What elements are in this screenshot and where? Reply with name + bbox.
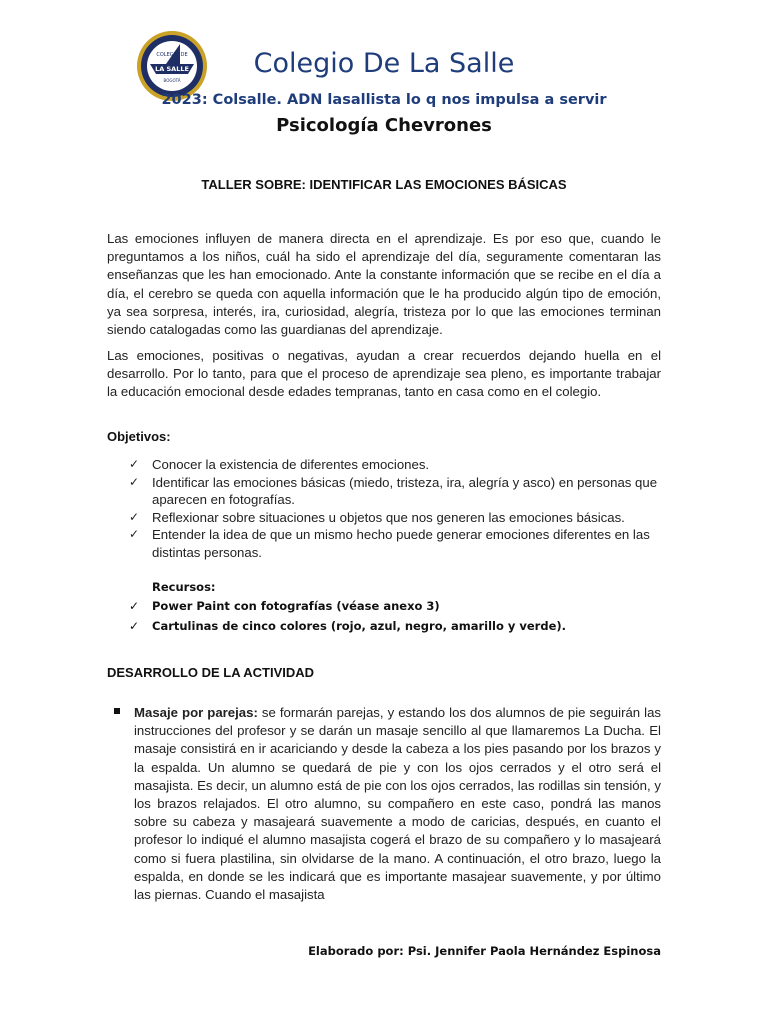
logo-text-main: LA SALLE	[155, 65, 189, 73]
list-item: ✓ Entender la idea de que un mismo hecho puede generar emociones diferentes en las distintas personas.	[129, 527, 650, 560]
objectives-list	[107, 456, 661, 561]
check-icon: ✓	[129, 509, 140, 524]
activity-description	[134, 704, 661, 904]
list-item: ✓ Power Paint con fotografías (véase anexo 3)	[107, 597, 661, 617]
check-icon: ✓	[129, 457, 140, 471]
check-icon: ✓	[129, 527, 140, 541]
list-item: ✓ Identificar las emociones básicas (miedo, tristeza, ira, alegría y asco) en personas que aparecen en fotografías.	[129, 474, 658, 507]
objectives-heading: Objetivos:	[107, 429, 171, 444]
school-motto: 2023: Colsalle. ADN lasallista lo q nos impulsa a servir	[161, 92, 607, 108]
check-icon: ✓	[129, 474, 140, 489]
check-icon: ✓	[129, 618, 140, 633]
activity-heading: DESARROLLO DE LA ACTIVIDAD	[107, 665, 315, 680]
list-item: ✓ Conocer la existencia de diferentes emociones.	[129, 457, 430, 472]
activity-item-text: se formarán parejas, y estando los dos alumnos de pie seguirán las instrucciones del profesor y se darán un masaje sencillo al que llamaremos La Ducha. El masaje consistirá en ir acariciando y desde la cabeza a los pies pasando por los brazos y la espalda. Un alumno se quedará de pie y con los ojos cerrados y el otro será el masajista. Es decir, un alumno está de pie con los ojos cerrados, las rodillas sin tensión, y los brazos relajados. El otro alumno, su compañero en este caso, pondrá las manos sobre su cabeza y masajeará suavemente a modo de caricias, después, en cuanto el profesor lo indiqué el alumno masajista cogerá el brazo de su compañero y lo masajeará como si fuera plastilina, sin olvidarse de la mano. A continuación, el otro brazo, luego la espalda, en donde se les indicará que es importante masajear suavemente, y por último las piernas. Cuando el masajista	[134, 705, 662, 903]
check-icon: ✓	[129, 599, 140, 613]
department-title: Psicología Chevrones	[276, 115, 492, 136]
author-footer: Elaborado por: Psi. Jennifer Paola Hernández Espinosa	[308, 944, 661, 958]
second-paragraph: Las emociones, positivas o negativas, ayudan a crear recuerdos dejando huella en el desarrollo. Por lo tanto, para que el proceso de aprendizaje sea pleno, es importante trabajar la educación emocional desde edades tempranas, tanto en casa como en el colegio.	[107, 348, 661, 400]
list-item: ✓ Reflexionar sobre situaciones u objetos que nos generen las emociones básicas.	[129, 509, 625, 525]
list-item: ✓ Cartulinas de cinco colores (rojo, azul, negro, amarillo y verde).	[107, 617, 661, 637]
logo-text-top: COLEGIO DE	[156, 52, 188, 58]
intro-paragraph: Las emociones influyen de manera directa en el aprendizaje. Es por eso que, cuando le preguntamos a los niños, cuál ha sido el aprendizaje del día, seguramente comentaran las enseñanzas que les han emocionado. Ante la constante información que se recibe en el día a día, el cerebro se queda con aquella información que le ha producido algún tipo de emoción, ya sea sorpresa, interés, ira, curiosidad, alegría, tristeza por lo que las emociones terminan siendo catalogadas como las guardianas del aprendizaje.	[107, 231, 661, 338]
square-bullet-icon	[114, 708, 120, 714]
workshop-title: TALLER SOBRE: IDENTIFICAR LAS EMOCIONES BÁSICAS	[201, 177, 567, 192]
logo-text-city: BOGOTÁ	[163, 78, 181, 83]
resources-list	[107, 597, 661, 636]
activity-item-title: Masaje por parejas:	[134, 705, 258, 720]
resources-heading: Recursos:	[152, 580, 216, 594]
school-name: Colegio De La Salle	[253, 48, 515, 79]
